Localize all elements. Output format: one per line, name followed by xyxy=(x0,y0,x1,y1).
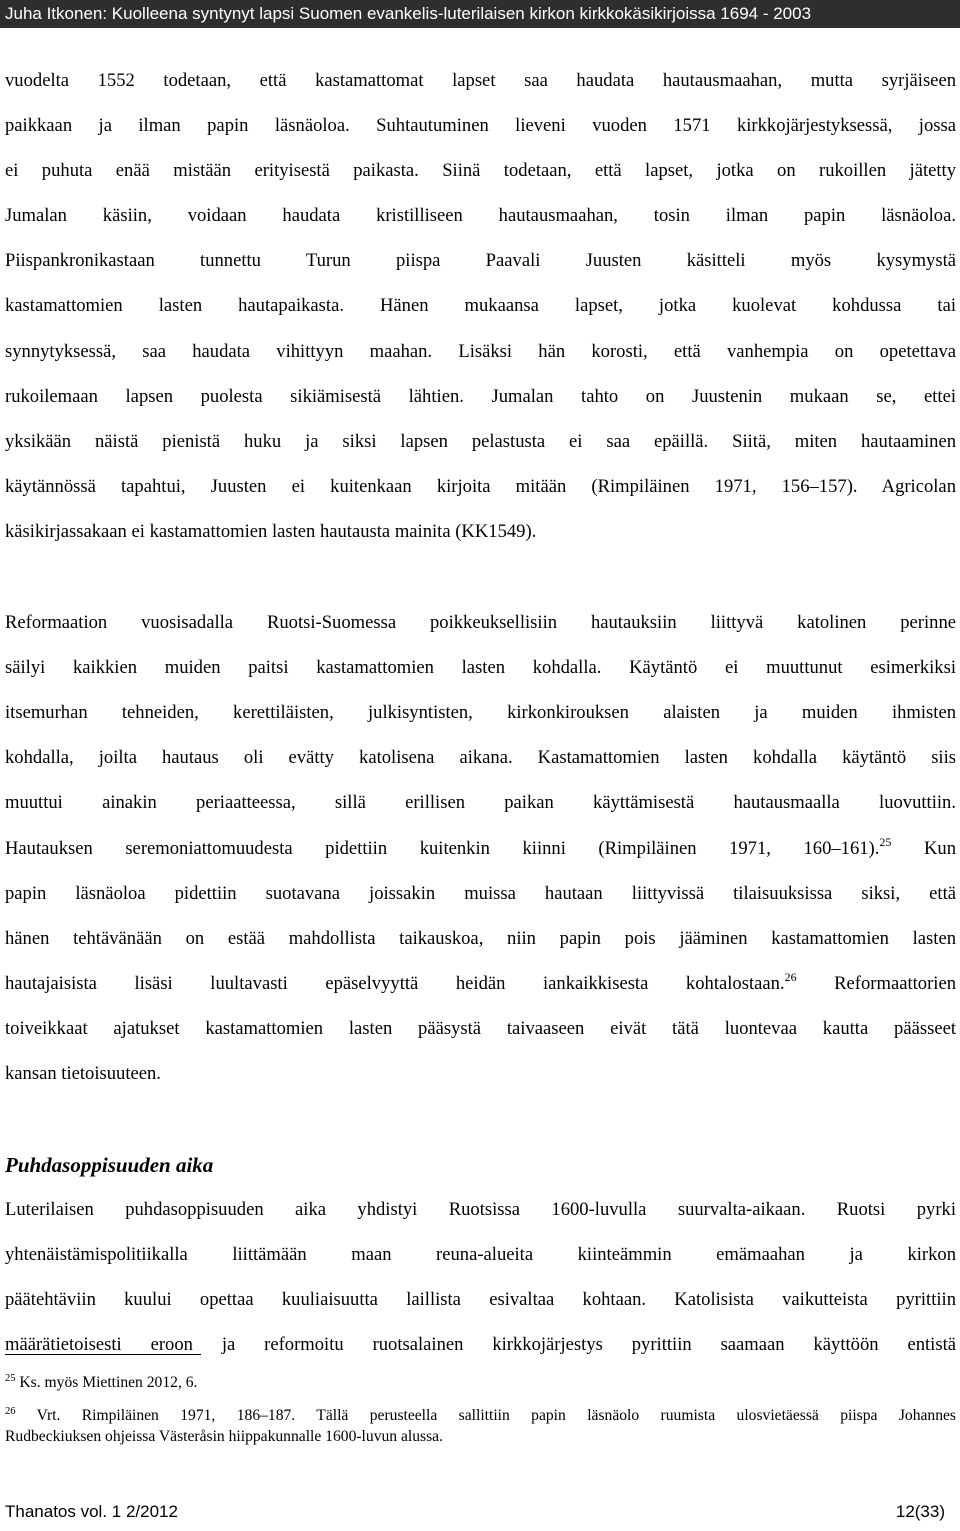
page-number: 12(33) xyxy=(895,1502,945,1521)
section-heading: Puhdasoppisuuden aika xyxy=(5,1153,214,1178)
text-line: säilyi kaikkien muiden paitsi kastamattomien lasten kohdalla. Käytäntö ei muuttunut esimerkiksi xyxy=(5,657,956,679)
text-segment: Reformaattorien xyxy=(834,972,956,994)
text-line: synnytyksessä, saa haudata vihittyyn maahan. Lisäksi hän korosti, että vanhempia on opetettava xyxy=(5,340,956,362)
text-segment: Kun xyxy=(923,837,956,859)
text-line: käytännössä tapahtui, Juusten ei kuitenkaan kirjoita mitään (Rimpiläinen 1971, 156–157). Agricolan xyxy=(5,475,956,497)
text-line: Jumalan käsiin, voidaan haudata kristilliseen hautausmaahan, tosin ilman papin läsnäoloa. xyxy=(5,205,956,227)
footnote-ref-25[interactable]: 25 xyxy=(879,834,892,849)
text-line: yhtenäistämispolitiikalla liittämään maan reuna-alueita kiinteämmin emämaahan ja kirkon xyxy=(5,1244,956,1266)
text-line: rukoilemaan lapsen puolesta sikiämisestä lähtien. Jumalan tahto on Juustenin mukaan se, ettei xyxy=(5,385,956,407)
page-body xyxy=(5,58,956,1367)
paragraph-1 xyxy=(5,58,956,554)
footnote-number: 26 xyxy=(5,1406,16,1417)
text-line: itsemurhan tehneiden, kerettiläisten, julkisyntisten, kirkonkirouksen alaisten ja muiden ihmisten xyxy=(5,702,956,724)
page-footer xyxy=(5,1502,945,1526)
footnote-text: Ks. myös Miettinen 2012, 6. xyxy=(19,1374,198,1391)
text-line-with-footnote-ref xyxy=(5,826,956,871)
text-segment: Hautauksen seremoniattomuudesta pidettiin kuitenkin kiinni (Rimpiläinen 1971, 160–161). xyxy=(5,837,880,859)
text-line: määrätietoisesti eroon ja reformoitu ruotsalainen kirkkojärjestys pyrittiin saamaan käyttöön entistä xyxy=(5,1334,956,1356)
text-line: päätehtäviin kuului opettaa kuuliaisuutta laillista esivaltaa kohtaan. Katolisista vaikutteista pyrittiin xyxy=(5,1289,956,1311)
text-line: ei puhuta enää mistään erityisestä paikasta. Siinä todetaan, että lapset, jotka on rukoillen jätetty xyxy=(5,160,956,182)
text-line: kohdalla, joilta hautaus oli evätty katolisena aikana. Kastamattomien lasten kohdalla käytäntö siis xyxy=(5,747,956,769)
text-line: yksikään näistä pienistä huku ja siksi lapsen pelastusta ei saa epäillä. Siitä, miten hautaaminen xyxy=(5,430,956,452)
text-line: vuodelta 1552 todetaan, että kastamattomat lapset saa haudata hautausmaahan, mutta syrjäiseen xyxy=(5,70,956,91)
paragraph-3 xyxy=(5,1187,956,1367)
text-line: Luterilaisen puhdasoppisuuden aika yhdistyi Ruotsissa 1600-luvulla suurvalta-aikaan. Ruotsi pyrki xyxy=(5,1199,956,1221)
text-line: toiveikkaat ajatukset kastamattomien lasten pääsystä taivaaseen eivät tätä luontevaa kautta päässeet xyxy=(5,1017,956,1039)
text-segment: hautajaisista lisäsi luultavasti epäselvyyttä heidän iankaikkisesta kohtalostaan. xyxy=(5,972,785,994)
paragraph-2 xyxy=(5,600,956,1096)
header-title: Juha Itkonen: Kuolleena syntynyt lapsi Suomen evankelis-luterilaisen kirkon kirkkokäsikirjoissa 1694 - 2003 xyxy=(5,4,812,23)
footnote-text: Rudbeckiuksen ohjeissa Västeråsin hiippakunnalle 1600-luvun alussa. xyxy=(5,1428,443,1445)
text-line: muuttui ainakin periaatteessa, sillä erillisen paikan käyttämisestä hautausmaalla luovuttiin. xyxy=(5,792,956,814)
footnote-divider xyxy=(5,1354,201,1355)
text-line: hänen tehtävänään on estää mahdollista taikauskoa, niin papin pois jääminen kastamattomien lasten xyxy=(5,927,956,949)
footnote-25 xyxy=(5,1372,956,1393)
text-line: paikkaan ja ilman papin läsnäoloa. Suhtautuminen lieveni vuoden 1571 kirkkojärjestyksessä, jossa xyxy=(5,115,956,137)
text-line: kastamattomien lasten hautapaikasta. Hänen mukaansa lapset, jotka kuolevat kohdussa tai xyxy=(5,295,956,317)
footnotes xyxy=(5,1372,956,1447)
footnote-text: Vrt. Rimpiläinen 1971, 186–187. Tällä perusteella sallittiin papin läsnäolo ruumista ulosvietäessä piispa Johannes xyxy=(36,1407,956,1424)
footnote-26 xyxy=(5,1405,956,1447)
text-line: Piispankronikastaan tunnettu Turun piispa Paavali Juusten käsitteli myös kysymystä xyxy=(5,250,956,272)
text-line: kansan tietoisuuteen. xyxy=(5,1062,161,1084)
text-line: papin läsnäoloa pidettiin suotavana joissakin muissa hautaan liittyvissä tilaisuuksissa siksi, että xyxy=(5,882,956,904)
footnote-ref-26[interactable]: 26 xyxy=(784,969,797,984)
journal-name: Thanatos vol. 1 2/2012 xyxy=(5,1502,178,1521)
footnote-number: 25 xyxy=(5,1373,16,1384)
text-line: Reformaation vuosisadalla Ruotsi-Suomessa poikkeuksellisiin hautauksiin liittyvä katolinen perinne xyxy=(5,612,956,634)
text-line-with-footnote-ref xyxy=(5,961,956,1006)
page-header xyxy=(0,0,960,28)
text-line: käsikirjassakaan ei kastamattomien lasten hautausta mainita (KK1549). xyxy=(5,520,537,542)
